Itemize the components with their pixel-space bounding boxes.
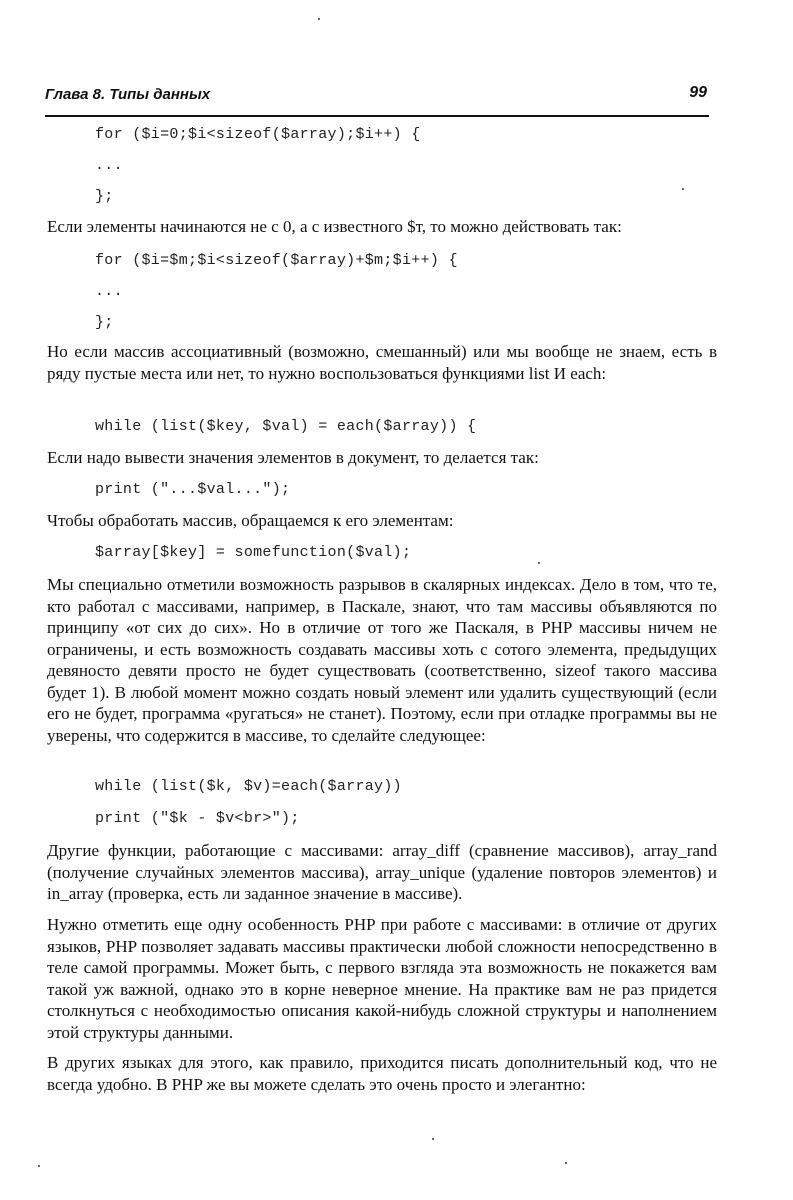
paragraph: Мы специально отметили возможность разрывов в скалярных индексах. Дело в том, что те, кто работал с массивами, например, в Паскале, знают, что там массивы объявляются по принципу «от сих до сих». Но в отличие от того же Паскаля, в PHP массивы ничем не ограничены, и есть возможность создавать массивы хоть с сотого элемента, предыдущих девяносто девяти просто не будет существовать (соответственно, sizeof такого массива будет 1). В любой момент можно создать новый элемент или удалить существующий (если его не будет, программа «ругаться» не станет). Поэтому, если при отладке программы вы не уверены, что содержится в массиве, то сделайте следующее: [47,575,717,745]
code-line: ... [95,283,123,300]
paragraph: Чтобы обработать массив, обращаемся к его элементам: [47,511,454,530]
code-line: $array[$key] = somefunction($val); [95,544,412,561]
scan-speck [682,188,684,190]
page-number: 99 [689,84,707,101]
paragraph: Другие функции, работающие с массивами: array_diff (сравнение массивов), array_rand (получение случайных элементов массива), array_unique (удаление повторов элементов) и in_array (проверка, есть ли заданное значение в массиве). [47,841,717,903]
code-line: }; [95,314,114,331]
chapter-title: Глава 8. Типы данных [45,86,211,103]
code-line: print ("...$val..."); [95,481,291,498]
code-line: while (list($k, $v)=each($array)) [95,778,402,795]
code-line: while (list($key, $val) = each($array)) { [95,418,477,435]
code-line: print ("$k - $v<br>"); [95,810,300,827]
paragraph: В других языках для этого, как правило, приходится писать дополнительный код, что не всегда удобно. В PHP же вы можете сделать это очень просто и элегантно: [47,1053,717,1094]
paragraph: Нужно отметить еще одну особенность PHP при работе с массивами: в отличие от других языков, PHP позволяет задавать массивы практически любой сложности непосредственно в теле самой программы. Может быть, с первого взгляда эта возможность не покажется вам такой уж важной, однако это в корне неверное мнение. На практике вам не раз придется столкнуться с необходимостью описания какой-нибудь сложной структуры и наполнением этой структуры данными. [47,915,717,1042]
page-header [45,84,707,108]
paragraph: Если элементы начинаются не с 0, а с известного $т, то можно действовать так: [47,217,622,236]
code-line: for ($i=$m;$i<sizeof($array)+$m;$i++) { [95,252,458,269]
scan-speck [565,1162,567,1164]
paragraph: Но если массив ассоциативный (возможно, смешанный) или мы вообще не знаем, есть в ряду пустые места или нет, то нужно воспользоваться функциями list И each: [47,342,717,383]
code-line: for ($i=0;$i<sizeof($array);$i++) { [95,126,421,143]
scan-speck [38,1165,40,1167]
scan-speck [432,1138,434,1140]
scan-speck [318,18,320,20]
code-line: }; [95,188,114,205]
header-rule [45,115,709,117]
scan-speck [538,562,540,564]
paragraph: Если надо вывести значения элементов в документ, то делается так: [47,448,539,467]
code-line: ... [95,157,123,174]
